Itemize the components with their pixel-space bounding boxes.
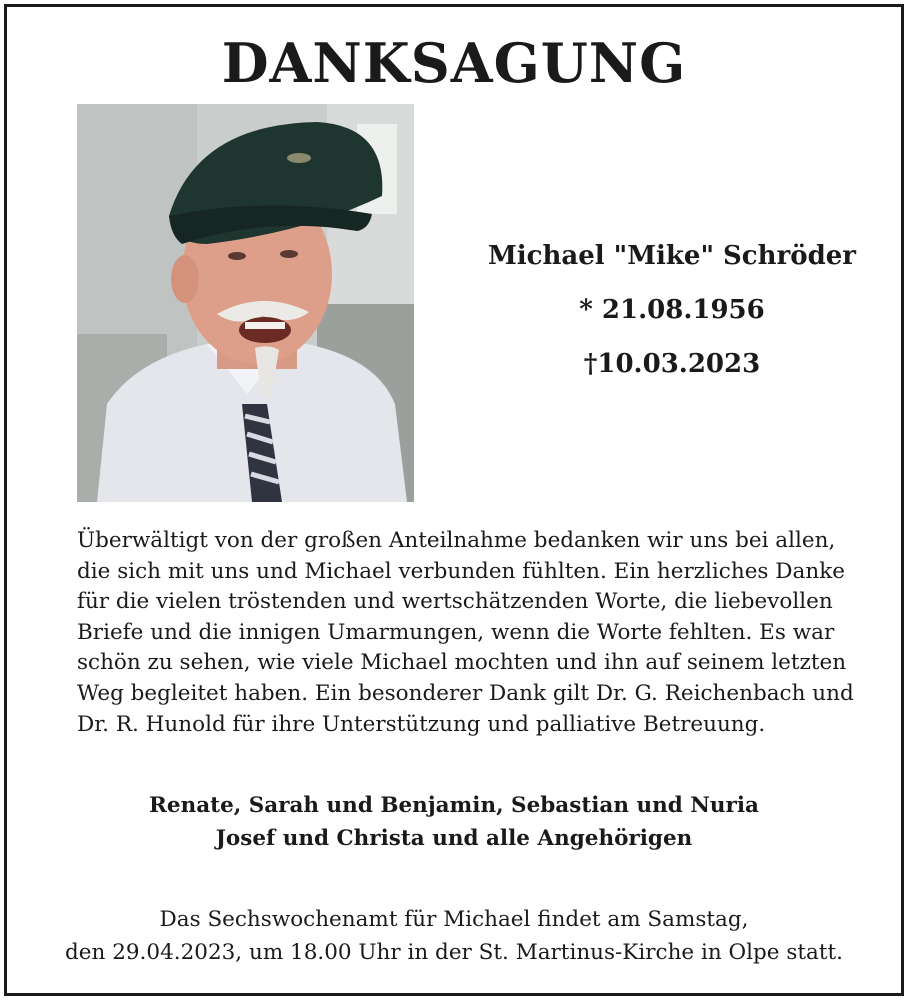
birth-date: * 21.08.1956 (579, 295, 765, 325)
portrait-photo (77, 104, 414, 502)
text-line: schön zu sehen, wie viele Michael mochten und ihn auf seinem letzten (77, 650, 847, 676)
text-line: für die vielen tröstenden und wertschätzenden Worte, die liebevollen (77, 589, 833, 615)
obituary-frame (4, 4, 904, 996)
text-line: Briefe und die innigen Umarmungen, wenn die Worte fehlten. Es war (77, 619, 835, 645)
notice-line: den 29.04.2023, um 18.00 Uhr in der St. Martinus-Kirche in Olpe statt. (65, 940, 843, 965)
deceased-name: Michael "Mike" Schröder (487, 241, 857, 271)
signature-line: Josef und Christa und alle Angehörigen (215, 826, 693, 851)
text-line: Dr. R. Hunold für ihre Unterstützung und palliative Betreuung. (77, 711, 766, 737)
mass-notice (7, 903, 901, 969)
thanks-text (77, 526, 857, 740)
bio-block (467, 229, 877, 391)
signature-line: Renate, Sarah und Benjamin, Sebastian und Nuria (149, 793, 759, 818)
page-title: DANKSAGUNG (221, 31, 687, 95)
notice-line: Das Sechswochenamt für Michael findet am Samstag, (159, 907, 749, 932)
death-date: †10.03.2023 (583, 349, 761, 379)
text-line: Weg begleitet haben. Ein besonderer Dank gilt Dr. G. Reichenbach und (77, 680, 854, 706)
signatures (7, 789, 901, 855)
text-line: Überwältigt von der großen Anteilnahme bedanken wir uns bei allen, (77, 528, 836, 553)
text-line: die sich mit uns und Michael verbunden fühlten. Ein herzliches Danke (77, 558, 845, 584)
